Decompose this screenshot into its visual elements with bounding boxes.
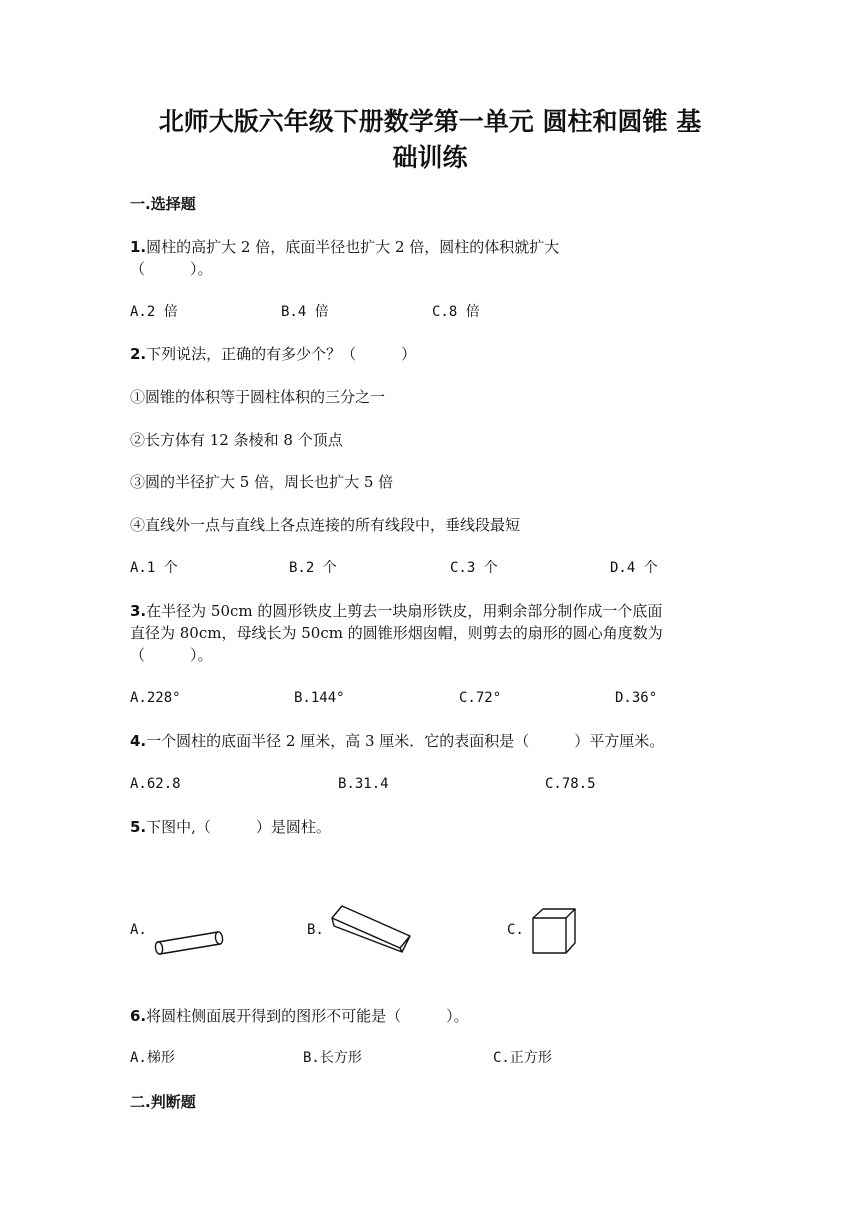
- q2-statement-2: ②长方体有 12 条棱和 8 个顶点: [130, 431, 343, 449]
- q4-option-c: C.78.5: [545, 776, 596, 792]
- q1-option-a: A.2 倍: [130, 304, 178, 320]
- q2-statement-4: ④直线外一点与直线上各点连接的所有线段中，垂线段最短: [130, 516, 521, 534]
- question-6-text: 将圆柱侧面展开得到的图形不可能是（ ）。: [146, 1007, 469, 1025]
- question-3-number: 3.: [130, 602, 147, 620]
- triangular-prism-figure: [326, 900, 412, 956]
- question-2-text: 下列说法，正确的有多少个？（ ）: [146, 345, 417, 363]
- question-4-number: 4.: [130, 732, 147, 750]
- q6-option-b: B.长方形: [303, 1050, 362, 1066]
- q4-option-a: A.62.8: [130, 776, 181, 792]
- question-4-line: [130, 731, 664, 751]
- q3-option-c: C.72°: [459, 690, 502, 706]
- page-title: [0, 104, 860, 176]
- q1-option-c: C.8 倍: [432, 304, 480, 320]
- question-5-text: 下图中,（ ）是圆柱。: [146, 818, 331, 836]
- question-1-line-1: [130, 237, 559, 257]
- q3-option-d: D.36°: [615, 690, 658, 706]
- question-1-number: 1.: [130, 238, 147, 256]
- q2-option-a: A.1 个: [130, 560, 178, 576]
- title-line-1: 北师大版六年级下册数学第一单元 圆柱和圆锥 基: [158, 107, 702, 136]
- q5-option-a-label: A.: [130, 922, 147, 938]
- q3-option-a: A.228°: [130, 690, 181, 706]
- question-1-text-2: （ ）。: [130, 260, 213, 278]
- question-2-number: 2.: [130, 345, 147, 363]
- q2-statement-3: ③圆的半径扩大 5 倍，周长也扩大 5 倍: [130, 473, 394, 491]
- q1-option-b: B.4 倍: [281, 304, 329, 320]
- question-6-number: 6.: [130, 1007, 147, 1025]
- q3-option-b: B.144°: [294, 690, 345, 706]
- q2-option-c: C.3 个: [450, 560, 498, 576]
- question-5-line: [130, 817, 331, 837]
- section-heading-choice: 一.选择题: [130, 195, 196, 213]
- question-5-number: 5.: [130, 818, 147, 836]
- q5-option-c-label: C.: [507, 922, 524, 938]
- question-3-text-1: 在半径为 50cm 的圆形铁皮上剪去一块扇形铁皮，用剩余部分制作成一个底面: [146, 602, 663, 620]
- question-6-line: [130, 1006, 469, 1026]
- q6-option-c: C.正方形: [493, 1050, 552, 1066]
- question-3-text-2: 直径为 80cm，母线长为 50cm 的圆锥形烟囱帽，则剪去的扇形的圆心角度数为: [130, 624, 663, 642]
- q5-option-b-label: B.: [307, 922, 324, 938]
- question-4-text: 一个圆柱的底面半径 2 厘米，高 3 厘米．它的表面积是（ ）平方厘米。: [146, 732, 665, 750]
- question-2-line: [130, 344, 416, 364]
- q6-option-a: A.梯形: [130, 1050, 175, 1066]
- question-3-text-3: （ ）。: [130, 646, 213, 664]
- question-1-text-1: 圆柱的高扩大 2 倍，底面半径也扩大 2 倍，圆柱的体积就扩大: [146, 238, 560, 256]
- q4-option-b: B.31.4: [338, 776, 389, 792]
- q2-statement-1: ①圆锥的体积等于圆柱体积的三分之一: [130, 388, 386, 406]
- title-line-2: 础训练: [392, 143, 468, 172]
- cylinder-figure: [150, 926, 230, 962]
- section-heading-judgment: 二.判断题: [130, 1093, 196, 1111]
- question-3-line-1: [130, 601, 662, 621]
- cube-figure: [530, 906, 578, 956]
- q2-option-b: B.2 个: [289, 560, 337, 576]
- q2-option-d: D.4 个: [610, 560, 658, 576]
